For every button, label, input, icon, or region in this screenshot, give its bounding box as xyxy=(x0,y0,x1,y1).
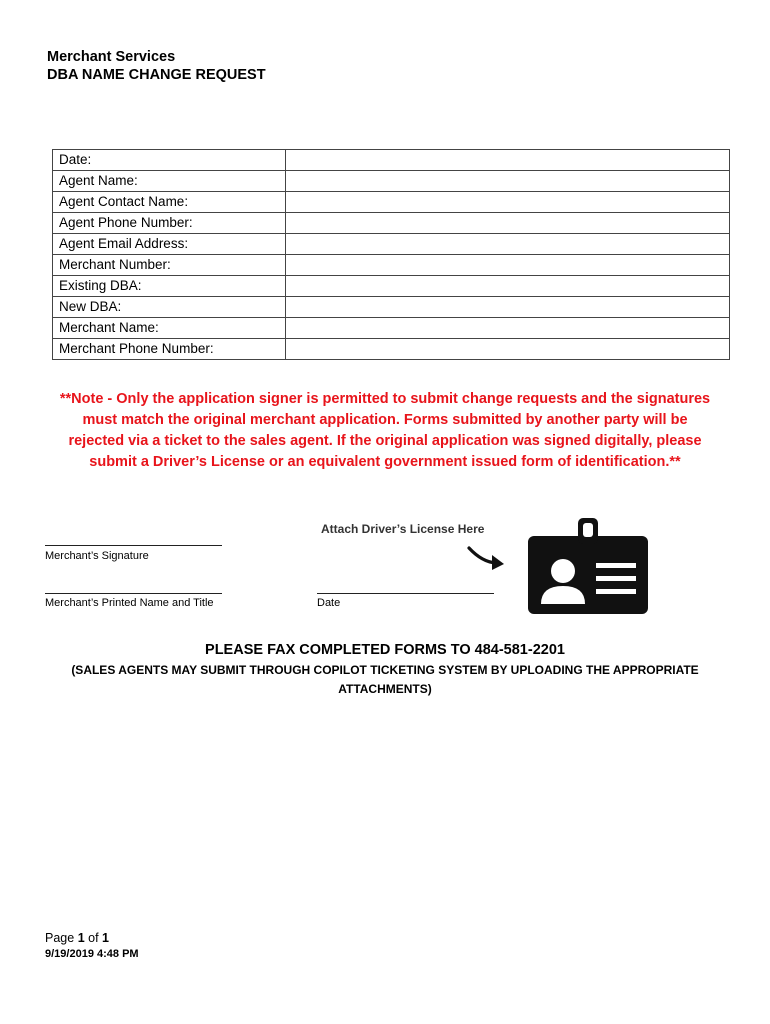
merchant-signature-line[interactable] xyxy=(45,545,222,546)
form-field-label: Agent Name: xyxy=(53,171,286,192)
signer-note-line-1: **Note - Only the application signer is permitted to submit change requests and the signatures xyxy=(59,391,711,407)
form-field-input[interactable] xyxy=(286,213,730,234)
merchant-signature-label: Merchant’s Signature xyxy=(45,550,149,562)
form-row xyxy=(53,318,730,339)
date-line[interactable] xyxy=(317,593,494,594)
form-row xyxy=(53,276,730,297)
signer-note xyxy=(30,389,740,473)
form-field-label: Existing DBA: xyxy=(53,276,286,297)
sales-agent-instructions-line-2: ATTACHMENTS) xyxy=(338,682,432,696)
page-indicator xyxy=(45,931,109,945)
printed-name-line[interactable] xyxy=(45,593,222,594)
form-field-input[interactable] xyxy=(286,234,730,255)
form-row xyxy=(53,339,730,360)
of-word: of xyxy=(88,931,99,945)
form-title: DBA NAME CHANGE REQUEST xyxy=(47,67,266,83)
form-field-label: Agent Contact Name: xyxy=(53,192,286,213)
form-field-input[interactable] xyxy=(286,297,730,318)
page-word: Page xyxy=(45,931,75,945)
form-field-label: Merchant Number: xyxy=(53,255,286,276)
signer-note-line-3: rejected via a ticket to the sales agent. If the original application was signed digitally, please xyxy=(68,433,702,449)
form-field-input[interactable] xyxy=(286,255,730,276)
form-field-label: Agent Phone Number: xyxy=(53,213,286,234)
page-total: 1 xyxy=(102,931,109,945)
print-timestamp: 9/19/2019 4:48 PM xyxy=(45,948,139,960)
form-field-label: New DBA: xyxy=(53,297,286,318)
form-row xyxy=(53,255,730,276)
form-field-input[interactable] xyxy=(286,150,730,171)
form-field-label: Merchant Phone Number: xyxy=(53,339,286,360)
page-number: 1 xyxy=(77,931,85,945)
form-row xyxy=(53,192,730,213)
form-row xyxy=(53,297,730,318)
form-field-input[interactable] xyxy=(286,192,730,213)
id-badge-icon xyxy=(528,518,648,614)
form-row xyxy=(53,150,730,171)
form-company: Merchant Services xyxy=(47,49,176,65)
fax-instructions: PLEASE FAX COMPLETED FORMS TO 484-581-2201 xyxy=(205,642,565,658)
form-field-input[interactable] xyxy=(286,318,730,339)
sales-agent-instructions xyxy=(40,661,730,699)
attach-license-label: Attach Driver’s License Here xyxy=(321,522,485,536)
request-form-table xyxy=(52,149,730,360)
form-field-label: Agent Email Address: xyxy=(53,234,286,255)
form-field-input[interactable] xyxy=(286,276,730,297)
form-field-label: Date: xyxy=(53,150,286,171)
curved-arrow-icon xyxy=(466,544,506,572)
form-field-input[interactable] xyxy=(286,339,730,360)
signer-note-line-4: submit a Driver’s License or an equivalent government issued form of identification.** xyxy=(89,454,681,470)
form-field-label: Merchant Name: xyxy=(53,318,286,339)
form-field-input[interactable] xyxy=(286,171,730,192)
form-row xyxy=(53,234,730,255)
form-row xyxy=(53,171,730,192)
date-label: Date xyxy=(317,597,341,609)
printed-name-label: Merchant’s Printed Name and Title xyxy=(45,597,214,609)
sales-agent-instructions-line-1: (SALES AGENTS MAY SUBMIT THROUGH COPILOT TICKETING SYSTEM BY UPLOADING THE APPROPRIATE xyxy=(71,663,699,677)
signer-note-line-2: must match the original merchant application. Forms submitted by another party will be xyxy=(82,412,688,428)
form-row xyxy=(53,213,730,234)
